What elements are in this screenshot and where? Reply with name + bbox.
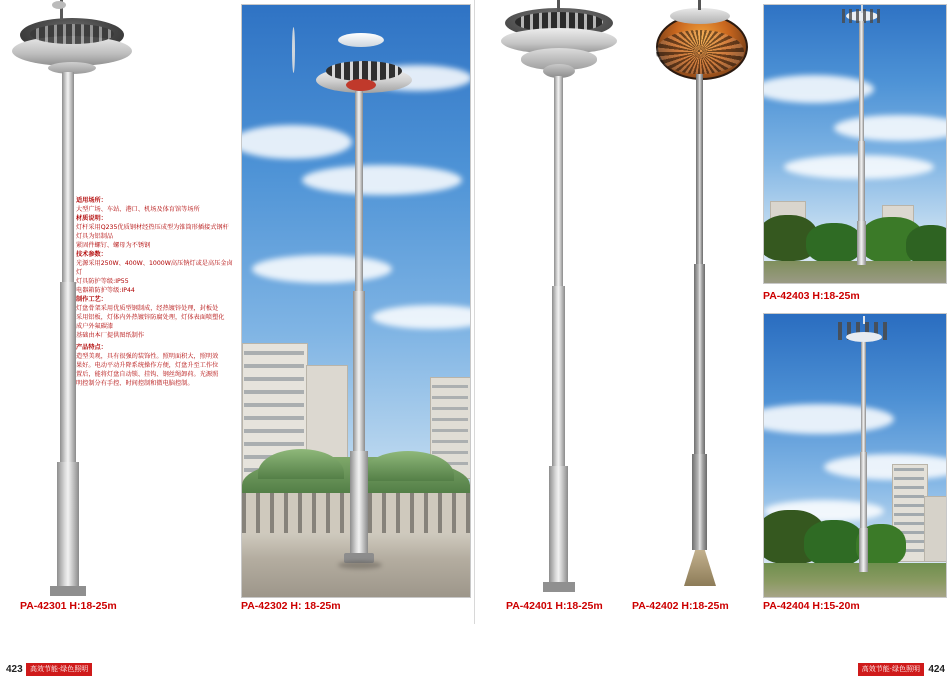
mast-6-middle — [860, 452, 867, 528]
caption-pa-42401: PA-42401 H:18-25m — [506, 600, 603, 612]
caption-pa-42404: PA-42404 H:15-20m — [763, 600, 860, 612]
spec-features-line-4: 明控制分有手控、时间控制和微电脑控制。 — [76, 380, 194, 387]
mast-2-lamp-cap — [338, 33, 384, 47]
spec-heading-material: 材质说明： — [76, 215, 107, 222]
caption-pa-42301: PA-42301 H:18-25m — [20, 600, 117, 612]
mast-2-middle — [353, 291, 365, 451]
mast-6-lightning-rod — [863, 316, 865, 324]
mast-3-base — [543, 582, 575, 592]
mast-4-globe-lattice — [656, 30, 744, 74]
footer-tagline-right: 高效节能·绿色照明 — [858, 663, 924, 676]
mast-4-globe-cap — [670, 8, 730, 24]
spec-features-line-1: 造型美观，具有很强的装饰性。照明面积大，照明效 — [76, 353, 219, 360]
spec-process-line-4: 基础由本厂提供图纸制作 — [76, 332, 145, 339]
caption-pa-42403: PA-42403 H:18-25m — [763, 290, 860, 302]
mast-6-lower — [859, 528, 868, 572]
mast-3-upper — [554, 76, 563, 286]
mast-5-middle — [858, 141, 865, 221]
page-number-left: 423 — [6, 664, 23, 675]
mast-4-lower — [692, 454, 707, 550]
mast-lower — [57, 462, 79, 596]
mast-2-lower — [350, 451, 368, 557]
spec-heading-parameters: 技术参数： — [76, 251, 107, 258]
mast-3-middle — [552, 286, 565, 466]
spec-parameters-line-3: 电器箱防护等级:IP44 — [76, 287, 135, 294]
mast-2-lightning-rod — [292, 27, 295, 73]
product-image-pa-42402 — [640, 0, 760, 596]
spec-application-body: 大型广场、车站、港口、机场及体育馆等场所 — [76, 206, 200, 213]
lamp-head-fixtures — [30, 24, 114, 44]
caption-pa-42402: PA-42402 H:18-25m — [632, 600, 729, 612]
spec-process-line-1: 灯盘骨架采用优质型钢制成，经热镀锌处理，封板处 — [76, 305, 219, 312]
mast-4-middle — [694, 264, 705, 454]
product-image-pa-42302 — [241, 4, 471, 598]
spec-heading-features: 产品特点： — [76, 344, 107, 351]
mast-base — [50, 586, 86, 596]
spec-heading-application: 适用场所： — [76, 197, 107, 204]
spec-features-line-2: 果好。电动平动升降系统操作方便，灯盘升至工作位 — [76, 362, 219, 369]
product-image-pa-42401 — [495, 0, 625, 596]
spec-process-line-2: 采用铝板，灯体内外热镀锌防腐处理，灯体表面喷塑化 — [76, 314, 225, 321]
spec-material-line-1: 灯杆采用Q235优质钢材经热压成型为锥筒形插接式钢杆 — [76, 224, 229, 231]
mast-6-lamp-disc — [846, 332, 882, 342]
spec-process-line-3: 成户外氟碳漆 — [76, 323, 114, 330]
mast-4-decorative-base — [684, 550, 716, 586]
mast-4-upper — [696, 74, 703, 264]
mast-6-upper — [861, 342, 866, 452]
spec-features-line-3: 置后，能将灯盘自动锁、挂钩、钢丝绳卸荷。光源照 — [76, 371, 219, 378]
product-image-pa-42404 — [763, 313, 947, 598]
mast-5-upper — [859, 21, 864, 141]
top-cap — [52, 1, 66, 9]
caption-pa-42302: PA-42302 H: 18-25m — [241, 600, 341, 612]
spec-material-line-3: 紧固件螺钉、螺母为不锈钢 — [76, 242, 151, 249]
secondary-building — [924, 496, 947, 562]
mast-2-lamp-center-red — [346, 79, 376, 91]
spec-parameters-line-1: 光源采用250W、400W、1000W高压钠灯或是高压金卤灯 — [76, 260, 233, 276]
mast-upper — [62, 72, 74, 282]
spec-heading-process: 制作工艺： — [76, 296, 107, 303]
footer-tagline-left: 高效节能·绿色照明 — [26, 663, 92, 676]
mast-3-lower — [549, 466, 568, 586]
mast-5-lower — [857, 221, 866, 265]
page-footer — [0, 657, 950, 679]
mast-4-lightning-rod — [698, 0, 701, 10]
spec-parameters-line-2: 灯具防护等级:IP55 — [76, 278, 129, 285]
mast-2-lamp-fixtures — [326, 61, 402, 81]
product-image-pa-42403 — [763, 4, 947, 284]
lawn-ground — [764, 563, 946, 597]
mast-5-lightning-rod — [861, 5, 863, 13]
page-gutter — [474, 0, 475, 624]
spec-material-line-2: 灯具为铝制品 — [76, 233, 114, 240]
specification-text — [76, 196, 236, 388]
mast-3-lightning-rod — [557, 0, 560, 12]
ground-strip — [764, 261, 946, 283]
page-number-right: 424 — [928, 664, 945, 675]
mast-2-upper — [355, 91, 363, 291]
mast-middle — [60, 282, 76, 462]
